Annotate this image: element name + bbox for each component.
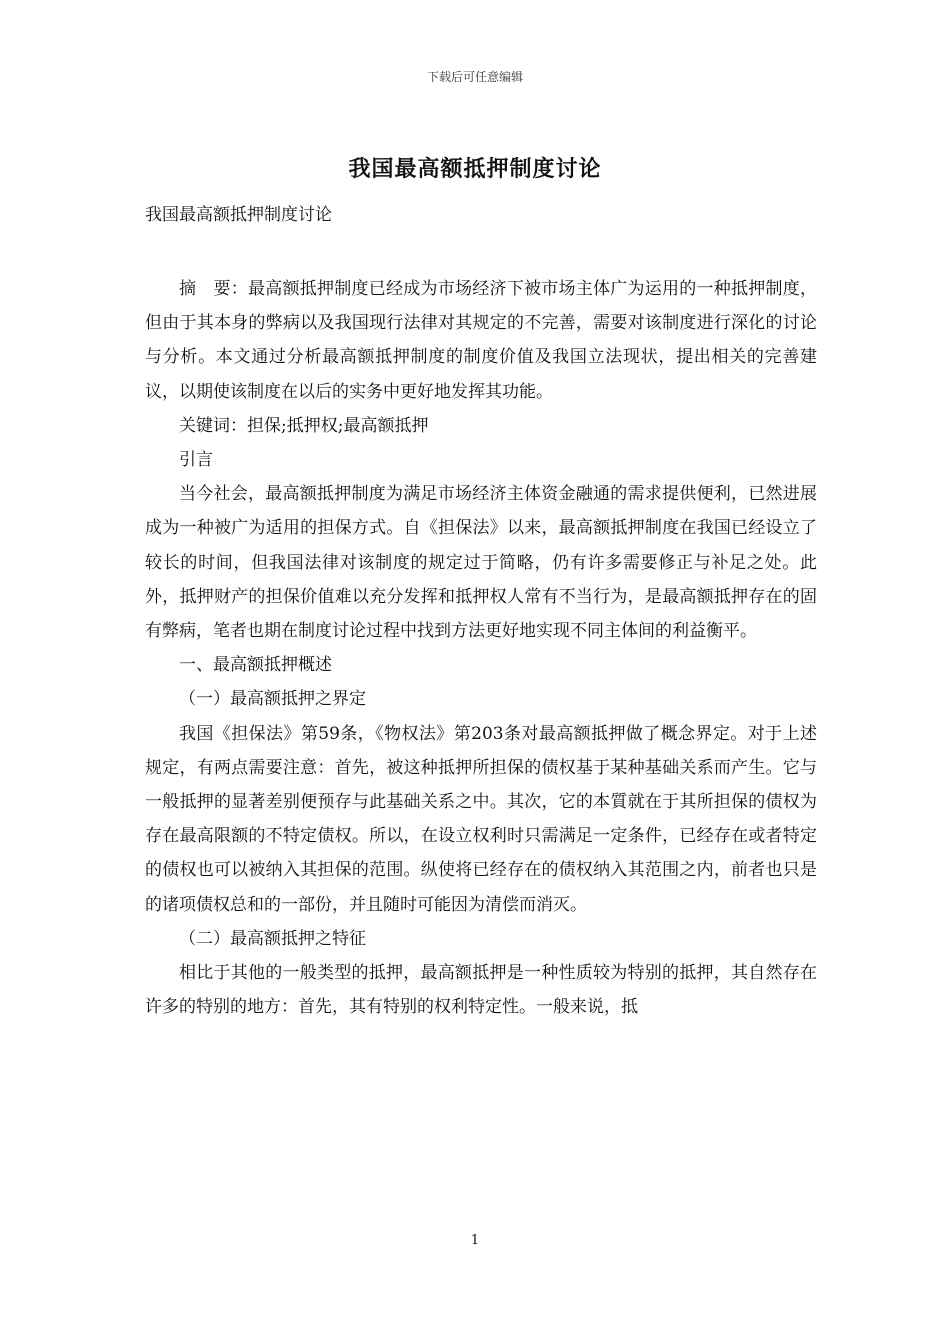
abstract-paragraph: 摘 要：最高额抵押制度已经成为市场经济下被市场主体广为运用的一种抵押制度，但由于其本身的弊病以及我国现行法律对其规定的不完善，需要对该制度进行深化的讨论与分析。本文通过分析最高额抵押制度的制度价值及我国立法现状，提出相关的完善建议，以期使该制度在以后的实务中更好地发挥其功能。 xyxy=(145,279,817,402)
page-number: 1 xyxy=(470,1233,480,1248)
page-header-note: 下载后可任意编辑 xyxy=(426,70,523,84)
subsection-heading-definition: （一）最高额抵押之界定 xyxy=(179,689,366,710)
section-heading-overview: 一、最高额抵押概述 xyxy=(179,655,332,676)
definition-paragraph: 我国《担保法》第59条，《物权法》第203条对最高额抵押做了概念界定。对于上述规定，有两点需要注意：首先，被这种抵押所担保的债权基于某种基础关系而产生。它与一般抵押的显著差别便预存与此基础关系之中。其次，它的本質就在于其所担保的债权为存在最高限额的不特定债权。所以，在设立权利时只需满足一定条件，已经存在或者特定的债权也可以被纳入其担保的范围。纵使将已经存在的债权纳入其范围之内，前者也只是的诸项债权总和的一部份，并且随时可能因为清偿而消灭。 xyxy=(145,723,817,915)
subsection-heading-features: （二）最高额抵押之特征 xyxy=(179,928,366,949)
features-paragraph: 相比于其他的一般类型的抵押，最高额抵押是一种性质较为特别的抵押，其自然存在许多的特别的地方：首先，其有特别的权利特定性。一般来说，抵 xyxy=(145,963,817,1018)
section-heading-intro: 引言 xyxy=(179,450,213,471)
document-title: 我国最高额抵押制度讨论 xyxy=(348,156,602,182)
document-body xyxy=(145,272,817,1024)
keywords-paragraph: 关键词：担保;抵押权;最高额抵押 xyxy=(179,415,429,436)
intro-paragraph: 当今社会，最高额抵押制度为满足市场经济主体资金融通的需求提供便利，已然进展成为一种被广为适用的担保方式。自《担保法》以来，最高额抵押制度在我国已经设立了较长的时间，但我国法律对该制度的规定过于简略，仍有许多需要修正与补足之处。此外，抵押财产的担保价值难以充分发挥和抵押权人常有不当行为，是最高额抵押存在的固有弊病，笔者也期在制度讨论过程中找到方法更好地实现不同主体间的利益衡平。 xyxy=(145,484,817,642)
document-subtitle: 我国最高额抵押制度讨论 xyxy=(145,205,332,225)
